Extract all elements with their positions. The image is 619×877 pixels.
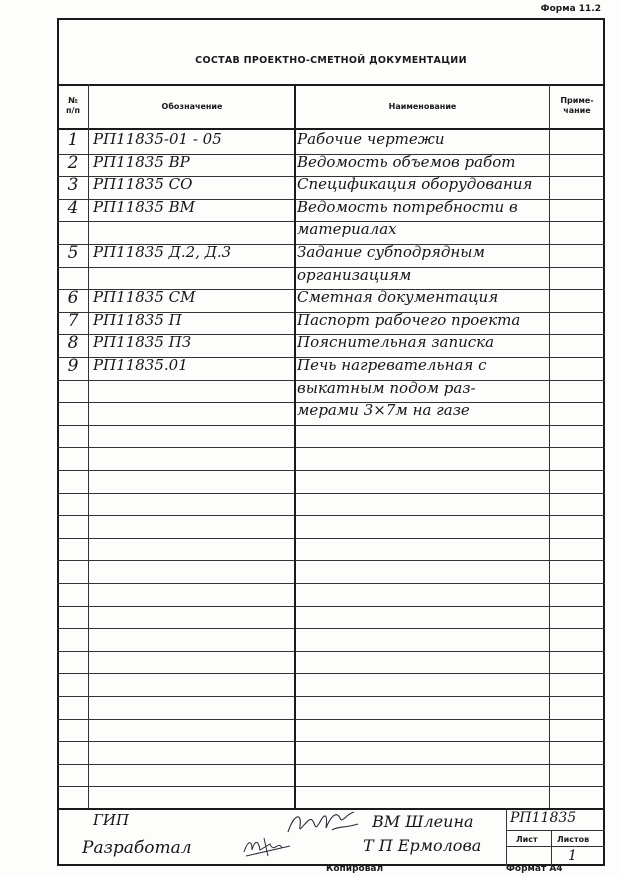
table-cell-code: РП11835.01 bbox=[93, 356, 188, 374]
table-cell-num: 5 bbox=[67, 243, 79, 263]
table-cell-num: 7 bbox=[67, 310, 79, 331]
doc-code: РП11835 bbox=[510, 810, 577, 826]
table-cell-code: РП11835 ВР bbox=[93, 152, 190, 171]
table-row-line bbox=[57, 538, 605, 539]
signature-developer bbox=[240, 834, 298, 860]
table-row-line bbox=[57, 786, 605, 787]
table-cell-num: 3 bbox=[67, 175, 79, 196]
table-cell-num: 2 bbox=[67, 152, 79, 173]
table-cell-name: Ведомость потребности в bbox=[297, 197, 518, 216]
table-column-line bbox=[294, 84, 296, 808]
stamp-divider-horizontal bbox=[506, 830, 605, 831]
table-row-line bbox=[57, 651, 605, 652]
document-title: СОСТАВ ПРОЕКТНО-СМЕТНОЙ ДОКУМЕНТАЦИИ bbox=[195, 55, 467, 66]
gip-label: ГИП bbox=[93, 811, 130, 829]
table-cell-code: РП11835 ВМ bbox=[93, 197, 196, 216]
developer-name: Т П Ермолова bbox=[363, 836, 482, 855]
column-header-name: Наименование bbox=[388, 102, 457, 111]
table-row-line bbox=[57, 696, 605, 697]
table-row-line bbox=[57, 719, 605, 720]
table-row-line bbox=[57, 583, 605, 584]
column-header-note: Приме- чание bbox=[560, 96, 594, 115]
table-cell-name: Пояснительная записка bbox=[297, 333, 495, 352]
header-top-line bbox=[57, 84, 605, 86]
table-row-line bbox=[57, 560, 605, 561]
table-cell-name: Ведомость объемов работ bbox=[297, 152, 516, 171]
gip-name: ВМ Шлеина bbox=[372, 812, 474, 831]
table-cell-name: выкатным подом раз- bbox=[297, 378, 476, 397]
table-row-line bbox=[57, 493, 605, 494]
table-cell-name: мерами 3×7м на газе bbox=[297, 401, 470, 420]
table-column-line bbox=[549, 84, 550, 808]
table-row-line bbox=[57, 470, 605, 471]
stamp-divider-sheets bbox=[551, 830, 552, 866]
column-header-num: № п/п bbox=[66, 96, 80, 115]
table-cell-name: Паспорт рабочего проекта bbox=[297, 310, 521, 329]
sheets-value: 1 bbox=[568, 848, 577, 864]
table-cell-code: РП11835 СМ bbox=[93, 288, 196, 307]
table-cell-name: Печь нагревательная с bbox=[297, 356, 487, 374]
table-cell-code: РП11835 П bbox=[93, 310, 182, 329]
sheet-label: Лист bbox=[516, 835, 538, 844]
stamp-divider-horizontal-2 bbox=[506, 846, 605, 847]
table-cell-num: 8 bbox=[67, 333, 79, 354]
table-cell-code: РП11835 ПЗ bbox=[93, 333, 192, 352]
table-cell-code: РП11835 СО bbox=[93, 175, 193, 194]
table-cell-num: 4 bbox=[67, 197, 79, 218]
table-cell-code: РП11835-01 - 05 bbox=[93, 130, 222, 148]
form-label: Форма 11.2 bbox=[540, 4, 601, 14]
table-row-line bbox=[57, 764, 605, 765]
table-cell-name: Спецификация оборудования bbox=[297, 175, 533, 194]
table-row-line bbox=[57, 741, 605, 742]
table-column-line bbox=[88, 84, 89, 808]
table-cell-code: РП11835 Д.2, Д.3 bbox=[93, 243, 232, 261]
table-cell-num: 1 bbox=[67, 130, 79, 150]
stamp-divider-vertical bbox=[506, 808, 507, 866]
table-row-line bbox=[57, 515, 605, 516]
table-cell-num: 9 bbox=[67, 356, 79, 376]
developer-label: Разработал bbox=[82, 838, 192, 858]
table-cell-name: организациям bbox=[297, 265, 412, 284]
table-row-line bbox=[57, 447, 605, 448]
table-cell-name: Рабочие чертежи bbox=[297, 130, 445, 148]
table-cell-name: Сметная документация bbox=[297, 288, 499, 307]
column-header-designation: Обозначение bbox=[161, 102, 223, 111]
footer-format-label: Формат А4 bbox=[506, 864, 563, 874]
table-row-line bbox=[57, 628, 605, 629]
table-row-line bbox=[57, 673, 605, 674]
table-cell-name: Задание субподрядным bbox=[297, 243, 485, 261]
table-row-line bbox=[57, 425, 605, 426]
sheets-label: Листов bbox=[557, 835, 590, 844]
table-row-line bbox=[57, 606, 605, 607]
table-cell-name: материалах bbox=[297, 220, 397, 239]
footer-copied-label: Копировал bbox=[326, 864, 384, 874]
table-cell-num: 6 bbox=[67, 288, 79, 309]
